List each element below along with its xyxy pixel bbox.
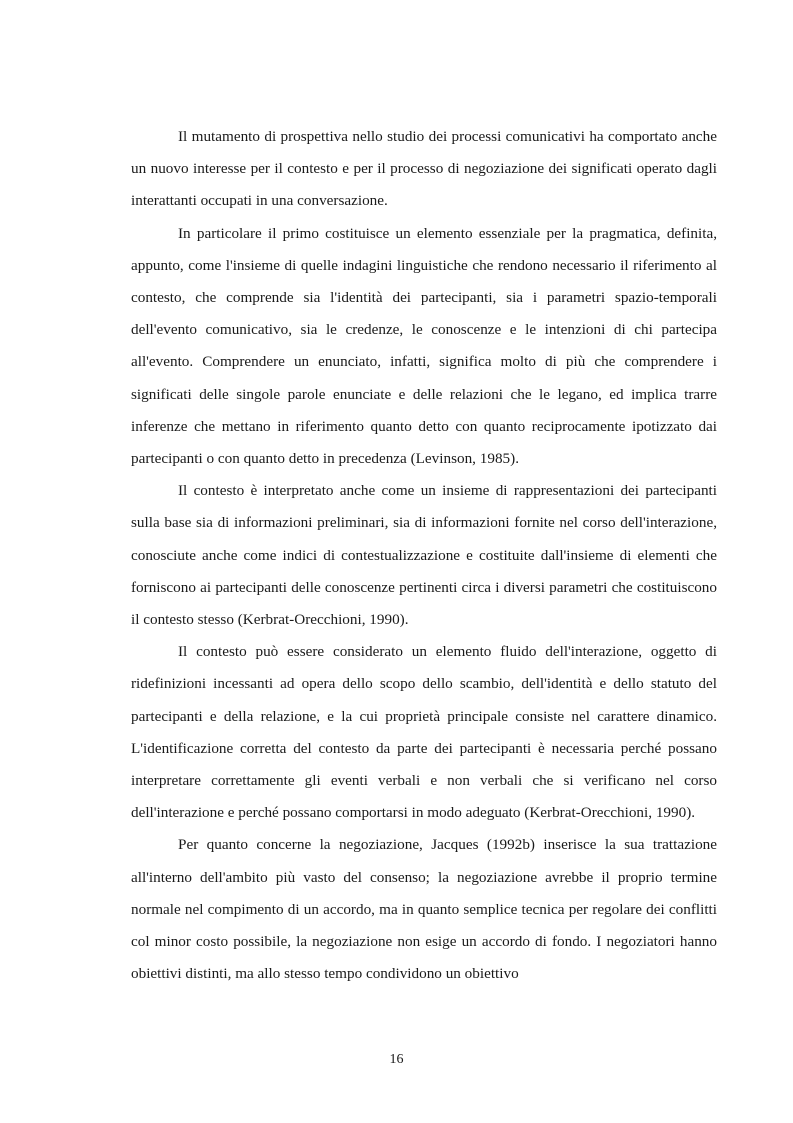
paragraph-4: Il contesto può essere considerato un elemento fluido dell'interazione, oggetto di ridefinizioni incessanti ad opera dello scopo dello scambio, dell'identità e dello statuto del partecipanti e della relazione, e la cui proprietà principale consiste nel carattere dinamico. L'identificazione corretta del contesto da parte dei partecipanti è necessaria perché possano interpretare correttamente gli eventi verbali e non verbali che si verificano nel corso dell'interazione e perché possano comportarsi in modo adeguato (Kerbrat-Orecchioni, 1990). [131, 643, 717, 822]
page-number: 16 [389, 1052, 404, 1067]
paragraph-5: Per quanto concerne la negoziazione, Jacques (1992b) inserisce la sua trattazione all'interno dell'ambito più vasto del consenso; la negoziazione avrebbe il proprio termine normale nel compimento di un accordo, ma in quanto semplice tecnica per regolare dei conflitti col minor costo possibile, la negoziazione non esige un accordo di fondo. I negoziatori hanno obiettivi distinti, ma allo stesso tempo condividono un obiettivo [131, 836, 717, 983]
paragraph-2: In particolare il primo costituisce un elemento essenziale per la pragmatica, definita, appunto, come l'insieme di quelle indagini linguistiche che rendono necessario il riferimento al contesto, che comprende sia l'identità dei partecipanti, sia i parametri spazio-temporali dell'evento comunicativo, sia le credenze, le conoscenze e le intenzioni di chi partecipa all'evento. Comprendere un enunciato, infatti, significa molto di più che comprendere i significati delle singole parole enunciate e delle relazioni che le legano, ed implica trarre inferenze che mettano in riferimento quanto detto con quanto reciprocamente ipotizzato dai partecipanti o con quanto detto in precedenza (Levinson, 1985). [131, 224, 717, 468]
paragraph-1: Il mutamento di prospettiva nello studio dei processi comunicativi ha comportato anche un nuovo interesse per il contesto e per il processo di negoziazione dei significati operato dagli interattanti occupati in una conversazione. [131, 128, 717, 210]
paragraph-3: Il contesto è interpretato anche come un insieme di rappresentazioni dei partecipanti sulla base sia di informazioni preliminari, sia di informazioni fornite nel corso dell'interazione, conosciute anche come indici di contestualizzazione e costituite dall'insieme di elementi che forniscono ai partecipanti delle conoscenze pertinenti circa i diversi parametri che costituiscono il contesto stesso (Kerbrat-Orecchioni, 1990). [131, 482, 717, 629]
body-text [131, 121, 717, 990]
